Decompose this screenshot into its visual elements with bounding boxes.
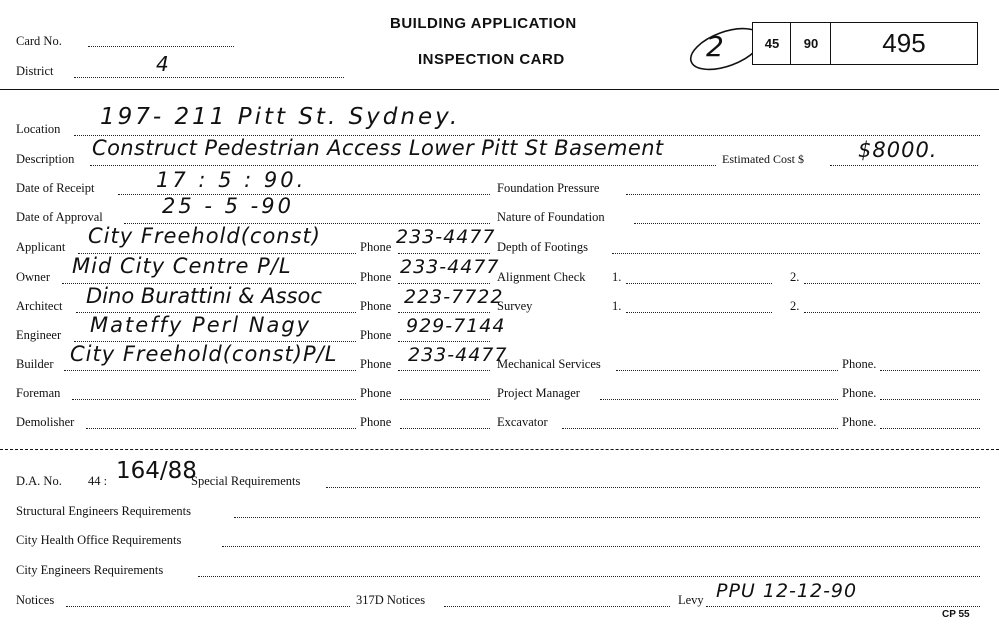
notices-field[interactable] xyxy=(66,606,350,607)
date-of-receipt-label: Date of Receipt xyxy=(16,181,95,195)
builder-phone-field[interactable] xyxy=(398,370,490,371)
engineer-phone-value: 929-7144 xyxy=(406,315,506,337)
survey-2-label: 2. xyxy=(790,299,800,313)
special-requirements-field[interactable] xyxy=(326,487,980,488)
reference-c: 495 xyxy=(882,28,926,58)
applicant-phone-label: Phone xyxy=(360,240,392,254)
owner-phone-field[interactable] xyxy=(398,283,490,284)
city-engineers-field[interactable] xyxy=(198,576,980,577)
foreman-phone-label: Phone xyxy=(360,386,392,400)
engineer-label: Engineer xyxy=(16,328,62,342)
applicant-label: Applicant xyxy=(16,240,66,254)
card-no-field[interactable] xyxy=(88,46,234,47)
survey-label: Survey xyxy=(497,299,533,313)
circled-reference-number: 2 xyxy=(706,30,725,63)
da-no-label: D.A. No. xyxy=(16,474,62,488)
da-no-value: 164/88 xyxy=(116,458,197,484)
demolisher-field[interactable] xyxy=(86,428,356,429)
owner-phone-value: 233-4477 xyxy=(400,256,500,278)
structural-engineers-field[interactable] xyxy=(234,517,980,518)
project-manager-phone-label: Phone. xyxy=(842,386,877,400)
city-engineers-label: City Engineers Requirements xyxy=(16,563,164,577)
reference-box-c xyxy=(830,22,978,65)
mechanical-services-label: Mechanical Services xyxy=(497,357,601,371)
317d-notices-label: 317D Notices xyxy=(356,593,426,607)
estimated-cost-label: Estimated Cost $ xyxy=(722,152,804,166)
structural-engineers-label: Structural Engineers Requirements xyxy=(16,504,191,518)
architect-value: Dino Burattini & Assoc xyxy=(86,284,322,308)
mechanical-phone-field[interactable] xyxy=(880,370,980,371)
foundation-pressure-label: Foundation Pressure xyxy=(497,181,600,195)
date-of-receipt-value: 17 : 5 : 90. xyxy=(156,168,307,192)
depth-of-footings-label: Depth of Footings xyxy=(497,240,588,254)
alignment-check-2-label: 2. xyxy=(790,270,800,284)
architect-label: Architect xyxy=(16,299,63,313)
317d-notices-field[interactable] xyxy=(444,606,670,607)
da-no-prefix: 44 : xyxy=(88,474,108,488)
alignment-check-label: Alignment Check xyxy=(497,270,586,284)
applicant-phone-field[interactable] xyxy=(398,253,490,254)
depth-of-footings-field[interactable] xyxy=(612,253,980,254)
city-health-office-label: City Health Office Requirements xyxy=(16,533,182,547)
demolisher-phone-label: Phone xyxy=(360,415,392,429)
builder-label: Builder xyxy=(16,357,54,371)
description-value: Construct Pedestrian Access Lower Pitt St Basement xyxy=(92,136,664,160)
location-label: Location xyxy=(16,122,61,136)
estimated-cost-field[interactable] xyxy=(830,165,978,166)
owner-phone-label: Phone xyxy=(360,270,392,284)
district-value: 4 xyxy=(156,52,170,76)
owner-label: Owner xyxy=(16,270,51,284)
applicant-phone-value: 233-4477 xyxy=(396,226,496,248)
mechanical-services-field[interactable] xyxy=(616,370,838,371)
nature-of-foundation-field[interactable] xyxy=(634,223,980,224)
demolisher-phone-field[interactable] xyxy=(400,428,490,429)
survey-1-label: 1. xyxy=(612,299,622,313)
architect-phone-label: Phone xyxy=(360,299,392,313)
builder-phone-value: 233-4477 xyxy=(408,344,508,366)
project-manager-field[interactable] xyxy=(600,399,838,400)
reference-box-b xyxy=(790,22,832,65)
alignment-check-1-field[interactable] xyxy=(626,283,772,284)
excavator-field[interactable] xyxy=(562,428,838,429)
reference-b: 90 xyxy=(803,36,819,51)
district-field[interactable] xyxy=(74,77,344,78)
foreman-field[interactable] xyxy=(72,399,356,400)
engineer-phone-field[interactable] xyxy=(398,341,490,342)
city-health-office-field[interactable] xyxy=(222,546,980,547)
foreman-label: Foreman xyxy=(16,386,61,400)
header-divider xyxy=(0,89,999,90)
form-code: CP 55 xyxy=(942,609,970,620)
title-line2: INSPECTION CARD xyxy=(418,51,565,68)
applicant-value: City Freehold(const) xyxy=(88,224,321,248)
project-manager-label: Project Manager xyxy=(497,386,580,400)
survey-1-field[interactable] xyxy=(626,312,772,313)
excavator-phone-field[interactable] xyxy=(880,428,980,429)
alignment-check-1-label: 1. xyxy=(612,270,622,284)
levy-value: PPU 12-12-90 xyxy=(716,580,858,602)
builder-field[interactable] xyxy=(64,370,356,371)
foundation-pressure-field[interactable] xyxy=(626,194,980,195)
owner-value: Mid City Centre P/L xyxy=(72,254,292,278)
card-no-label: Card No. xyxy=(16,34,62,48)
special-requirements-label: Special Requirements xyxy=(191,474,301,488)
reference-a: 45 xyxy=(764,36,780,51)
project-manager-phone-field[interactable] xyxy=(880,399,980,400)
estimated-cost-value: $8000. xyxy=(858,138,938,162)
builder-value: City Freehold(const)P/L xyxy=(70,342,338,366)
architect-phone-field[interactable] xyxy=(398,312,490,313)
mechanical-phone-label: Phone. xyxy=(842,357,877,371)
foreman-phone-field[interactable] xyxy=(400,399,490,400)
district-label: District xyxy=(16,64,54,78)
demolisher-label: Demolisher xyxy=(16,415,75,429)
reference-box-a xyxy=(752,22,792,65)
levy-field[interactable] xyxy=(706,606,980,607)
notices-label: Notices xyxy=(16,593,55,607)
excavator-label: Excavator xyxy=(497,415,548,429)
date-of-approval-label: Date of Approval xyxy=(16,210,103,224)
engineer-phone-label: Phone xyxy=(360,328,392,342)
levy-label: Levy xyxy=(678,593,704,607)
description-label: Description xyxy=(16,152,75,166)
engineer-value: Mateffy Perl Nagy xyxy=(90,313,312,337)
alignment-check-2-field[interactable] xyxy=(804,283,980,284)
description-field[interactable] xyxy=(90,165,716,166)
survey-2-field[interactable] xyxy=(804,312,980,313)
builder-phone-label: Phone xyxy=(360,357,392,371)
architect-phone-value: 223-7722 xyxy=(404,286,504,308)
nature-of-foundation-label: Nature of Foundation xyxy=(497,210,605,224)
title-line1: BUILDING APPLICATION xyxy=(390,15,577,32)
excavator-phone-label: Phone. xyxy=(842,415,877,429)
section-divider xyxy=(0,449,999,450)
date-of-approval-value: 25 - 5 -90 xyxy=(162,194,294,218)
location-value: 197- 211 Pitt St. Sydney. xyxy=(100,104,461,130)
